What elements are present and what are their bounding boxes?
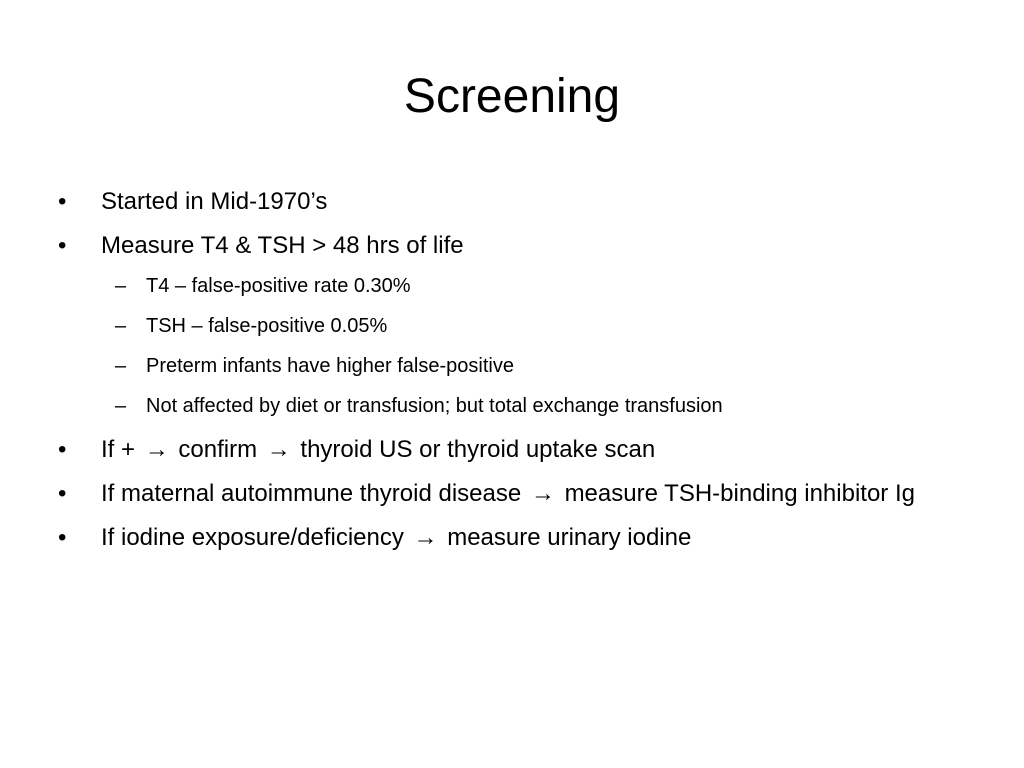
- sub-bullet-item: [58, 352, 958, 381]
- bullet-item: [58, 184, 958, 219]
- dash-icon: –: [115, 315, 127, 337]
- arrow-right-icon: →: [413, 524, 438, 551]
- sub-bullet-text: TSH – false-positive 0.05%: [146, 315, 388, 337]
- bullet-icon: •: [58, 188, 67, 215]
- bullet-icon: •: [58, 436, 67, 463]
- sub-bullet-item: [58, 312, 958, 341]
- sub-bullet-text: Not affected by diet or transfusion; but total exchange transfusion: [146, 395, 723, 417]
- bullet-text-part: If maternal autoimmune thyroid disease: [101, 480, 522, 507]
- bullet-text-part: confirm: [178, 436, 258, 463]
- arrow-right-icon: →: [266, 436, 291, 463]
- bullet-text-part: thyroid US or thyroid uptake scan: [300, 436, 656, 463]
- bullet-text-part: measure TSH-binding inhibitor Ig: [564, 480, 915, 507]
- bullet-text: Started in Mid-1970’s: [101, 188, 328, 215]
- bullet-icon: •: [58, 232, 67, 259]
- bullet-list: [58, 184, 958, 564]
- slide-title: Screening: [403, 70, 621, 123]
- bullet-text-part: If iodine exposure/deficiency: [101, 524, 404, 551]
- dash-icon: –: [115, 355, 127, 377]
- arrow-right-icon: →: [530, 480, 555, 507]
- sub-bullet-item: [58, 272, 958, 301]
- bullet-item: [58, 520, 958, 555]
- sub-bullet-item: [58, 392, 958, 421]
- dash-icon: –: [115, 395, 127, 417]
- bullet-item: [58, 432, 958, 467]
- bullet-text-part: If +: [101, 436, 136, 463]
- bullet-text-part: measure urinary iodine: [447, 524, 692, 551]
- arrow-right-icon: →: [144, 436, 169, 463]
- dash-icon: –: [115, 275, 127, 297]
- bullet-item: [58, 228, 958, 263]
- sub-bullet-text: T4 – false-positive rate 0.30%: [146, 275, 411, 297]
- bullet-text: Measure T4 & TSH > 48 hrs of life: [101, 232, 464, 259]
- bullet-icon: •: [58, 524, 67, 551]
- bullet-item: [58, 476, 958, 511]
- bullet-icon: •: [58, 480, 67, 507]
- sub-bullet-text: Preterm infants have higher false-positive: [146, 355, 514, 377]
